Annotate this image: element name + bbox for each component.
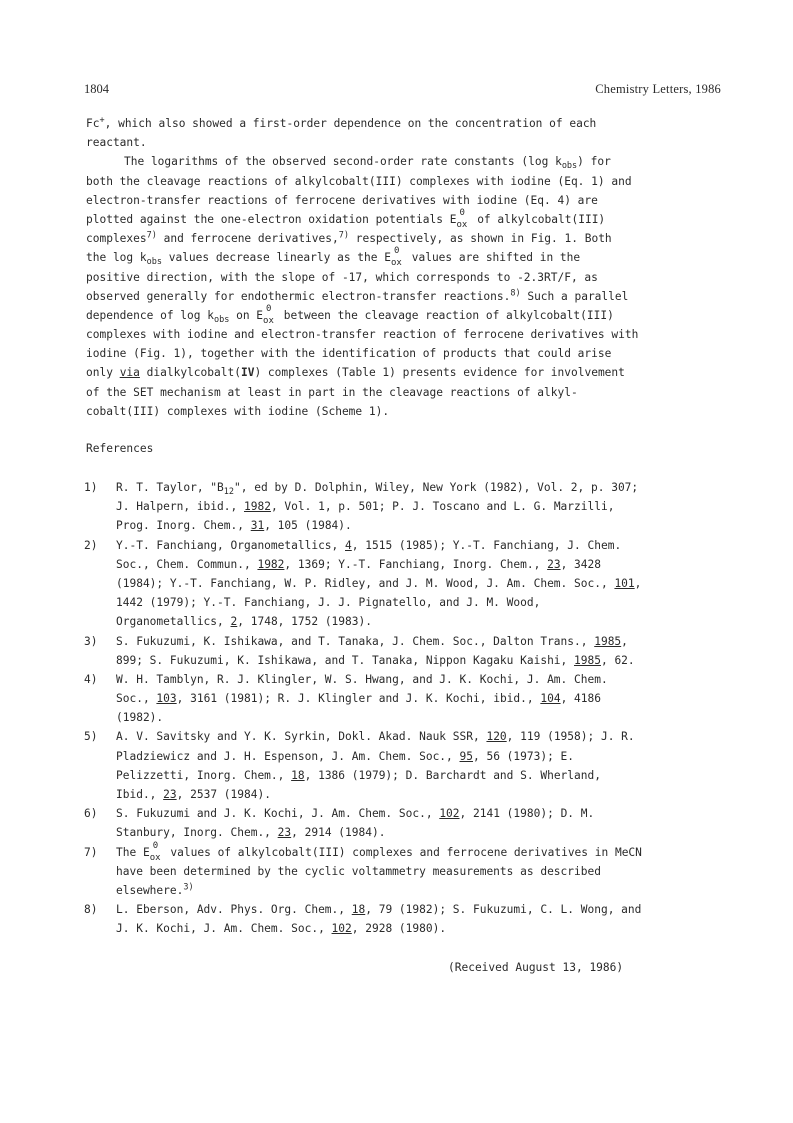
reference-line: Soc., Chem. Commun., 1982, 1369; Y.-T. Fanchiang, Inorg. Chem., 23, 3428 [116, 557, 601, 571]
body-text [86, 114, 726, 421]
body-line: complexes with iodine and electron-transfer reaction of ferrocene derivatives with [86, 328, 639, 342]
body-line: electron-transfer reactions of ferrocene derivatives with iodine (Eq. 4) are [86, 193, 598, 207]
reference-item [84, 670, 724, 728]
reference-line: 1442 (1979); Y.-T. Fanchiang, J. J. Pignatello, and J. M. Wood, [116, 596, 541, 610]
reference-line: Ibid., 23, 2537 (1984). [116, 788, 271, 801]
body-line: cobalt(III) complexes with iodine (Scheme 1). [86, 404, 390, 418]
body-line: observed generally for endothermic electron-transfer reactions.$^{8)}$ Such a parallel [86, 287, 629, 303]
reference-number: 5) [84, 730, 98, 744]
reference-line: Organometallics, 2, 1748, 1752 (1983). [116, 615, 372, 629]
reference-line: 899; S. Fukuzumi, K. Ishikawa, and T. Tanaka, Nippon Kagaku Kaishi, 1985, 62. [116, 653, 635, 667]
reference-line: Stanbury, Inorg. Chem., 23, 2914 (1984). [116, 826, 386, 840]
reference-item [84, 804, 724, 842]
reference-line: Pladziewicz and J. H. Espenson, J. Am. Chem. Soc., 95, 56 (1973); E. [116, 749, 575, 763]
reference-line: J. Halpern, ibid., 1982, Vol. 1, p. 501; P. J. Toscano and L. G. Marzilli, [116, 500, 615, 514]
reference-line: Pelizzetti, Inorg. Chem., 18, 1386 (1979); D. Barchardt and S. Wherland, [116, 768, 601, 782]
page-number: 1804 [84, 82, 109, 96]
reference-list [84, 478, 724, 939]
references-heading: References [86, 442, 154, 455]
body-line: both the cleavage reactions of alkylcobalt(III) complexes with iodine (Eq. 1) and [86, 174, 632, 188]
body-line: only via dialkylcobalt(IV) complexes (Table 1) presents evidence for involvement [86, 366, 625, 380]
received-date: (Received August 13, 1986) [448, 961, 624, 974]
reference-item [84, 478, 724, 536]
reference-line: S. Fukuzumi, K. Ishikawa, and T. Tanaka, J. Chem. Soc., Dalton Trans., 1985, [116, 634, 628, 648]
reference-number: 4) [84, 672, 98, 686]
body-line: iodine (Fig. 1), together with the identification of products that could arise [86, 347, 612, 361]
reference-line: L. Eberson, Adv. Phys. Org. Chem., 18, 79 (1982); S. Fukuzumi, C. L. Wong, and [116, 903, 642, 917]
reference-line: S. Fukuzumi and J. K. Kochi, J. Am. Chem. Soc., 102, 2141 (1980); D. M. [116, 807, 595, 821]
reference-number: 6) [84, 807, 98, 821]
reference-line: Soc., 103, 3161 (1981); R. J. Klingler and J. K. Kochi, ibid., 104, 4186 [116, 692, 601, 706]
reference-line: A. V. Savitsky and Y. K. Syrkin, Dokl. Akad. Nauk SSR, 120, 119 (1958); J. R. [116, 730, 635, 744]
body-line: dependence of $\log k_{obs}$ on E 0 ox between the cleavage reaction of alkylcobalt(III) [86, 303, 614, 326]
body-line: Fc+, which also showed a first-order dependence on the concentration of each [86, 115, 597, 130]
reference-line: have been determined by the cyclic voltammetry measurements as described [116, 864, 601, 878]
reference-number: 7) [84, 845, 98, 859]
reference-number: 2) [84, 538, 98, 552]
reference-item [84, 632, 724, 670]
reference-line: J. K. Kochi, J. Am. Chem. Soc., 102, 2928 (1980). [116, 922, 447, 936]
reference-line: The E 0 ox values of alkylcobalt(III) complexes and ferrocene derivatives in MeCN [116, 840, 642, 863]
body-line: reactant. [86, 136, 147, 150]
body-line: complexes$^{7)}$ and ferrocene derivatives,$^{7)}$ respectively, as shown in Fig. 1. Both [86, 230, 612, 246]
body-line: positive direction, with the slope of -17, which corresponds to -2.3RT/F, as [86, 270, 598, 284]
reference-line: R. T. Taylor, "$B_{12}$", ed by D. Dolphin, Wiley, New York (1982), Vol. 2, p. 307; [116, 481, 639, 498]
reference-line: (1984); Y.-T. Fanchiang, W. P. Ridley, and J. M. Wood, J. Am. Chem. Soc., 101, [116, 576, 642, 590]
body-line: The logarithms of the observed second-order rate constants (log $k_{obs}$) for [124, 155, 611, 172]
reference-item [84, 840, 724, 901]
reference-line: (1982). [116, 711, 164, 725]
body-line: plotted against the one-electron oxidation potentials E 0 ox of alkylcobalt(III) [86, 207, 606, 230]
body-line: of the SET mechanism at least in part in the cleavage reactions of alkyl- [86, 385, 578, 399]
reference-line: Y.-T. Fanchiang, Organometallics, 4, 1515 (1985); Y.-T. Fanchiang, J. Chem. [116, 538, 622, 552]
reference-number: 8) [84, 903, 98, 917]
reference-item [84, 900, 724, 938]
reference-line: Prog. Inorg. Chem., 31, 105 (1984). [116, 519, 352, 533]
body-line: the $\log k_{obs}$ values decrease linearly as the E 0 ox values are shifted in the [86, 246, 581, 269]
reference-line: W. H. Tamblyn, R. J. Klingler, W. S. Hwang, and J. K. Kochi, J. Am. Chem. [116, 672, 608, 686]
reference-item [84, 536, 724, 632]
reference-number: 3) [84, 634, 98, 648]
reference-item [84, 727, 724, 804]
reference-number: 1) [84, 481, 98, 494]
journal-title: Chemistry Letters, 1986 [595, 82, 721, 96]
reference-line: elsewhere.$^{3)}$ [116, 882, 194, 897]
